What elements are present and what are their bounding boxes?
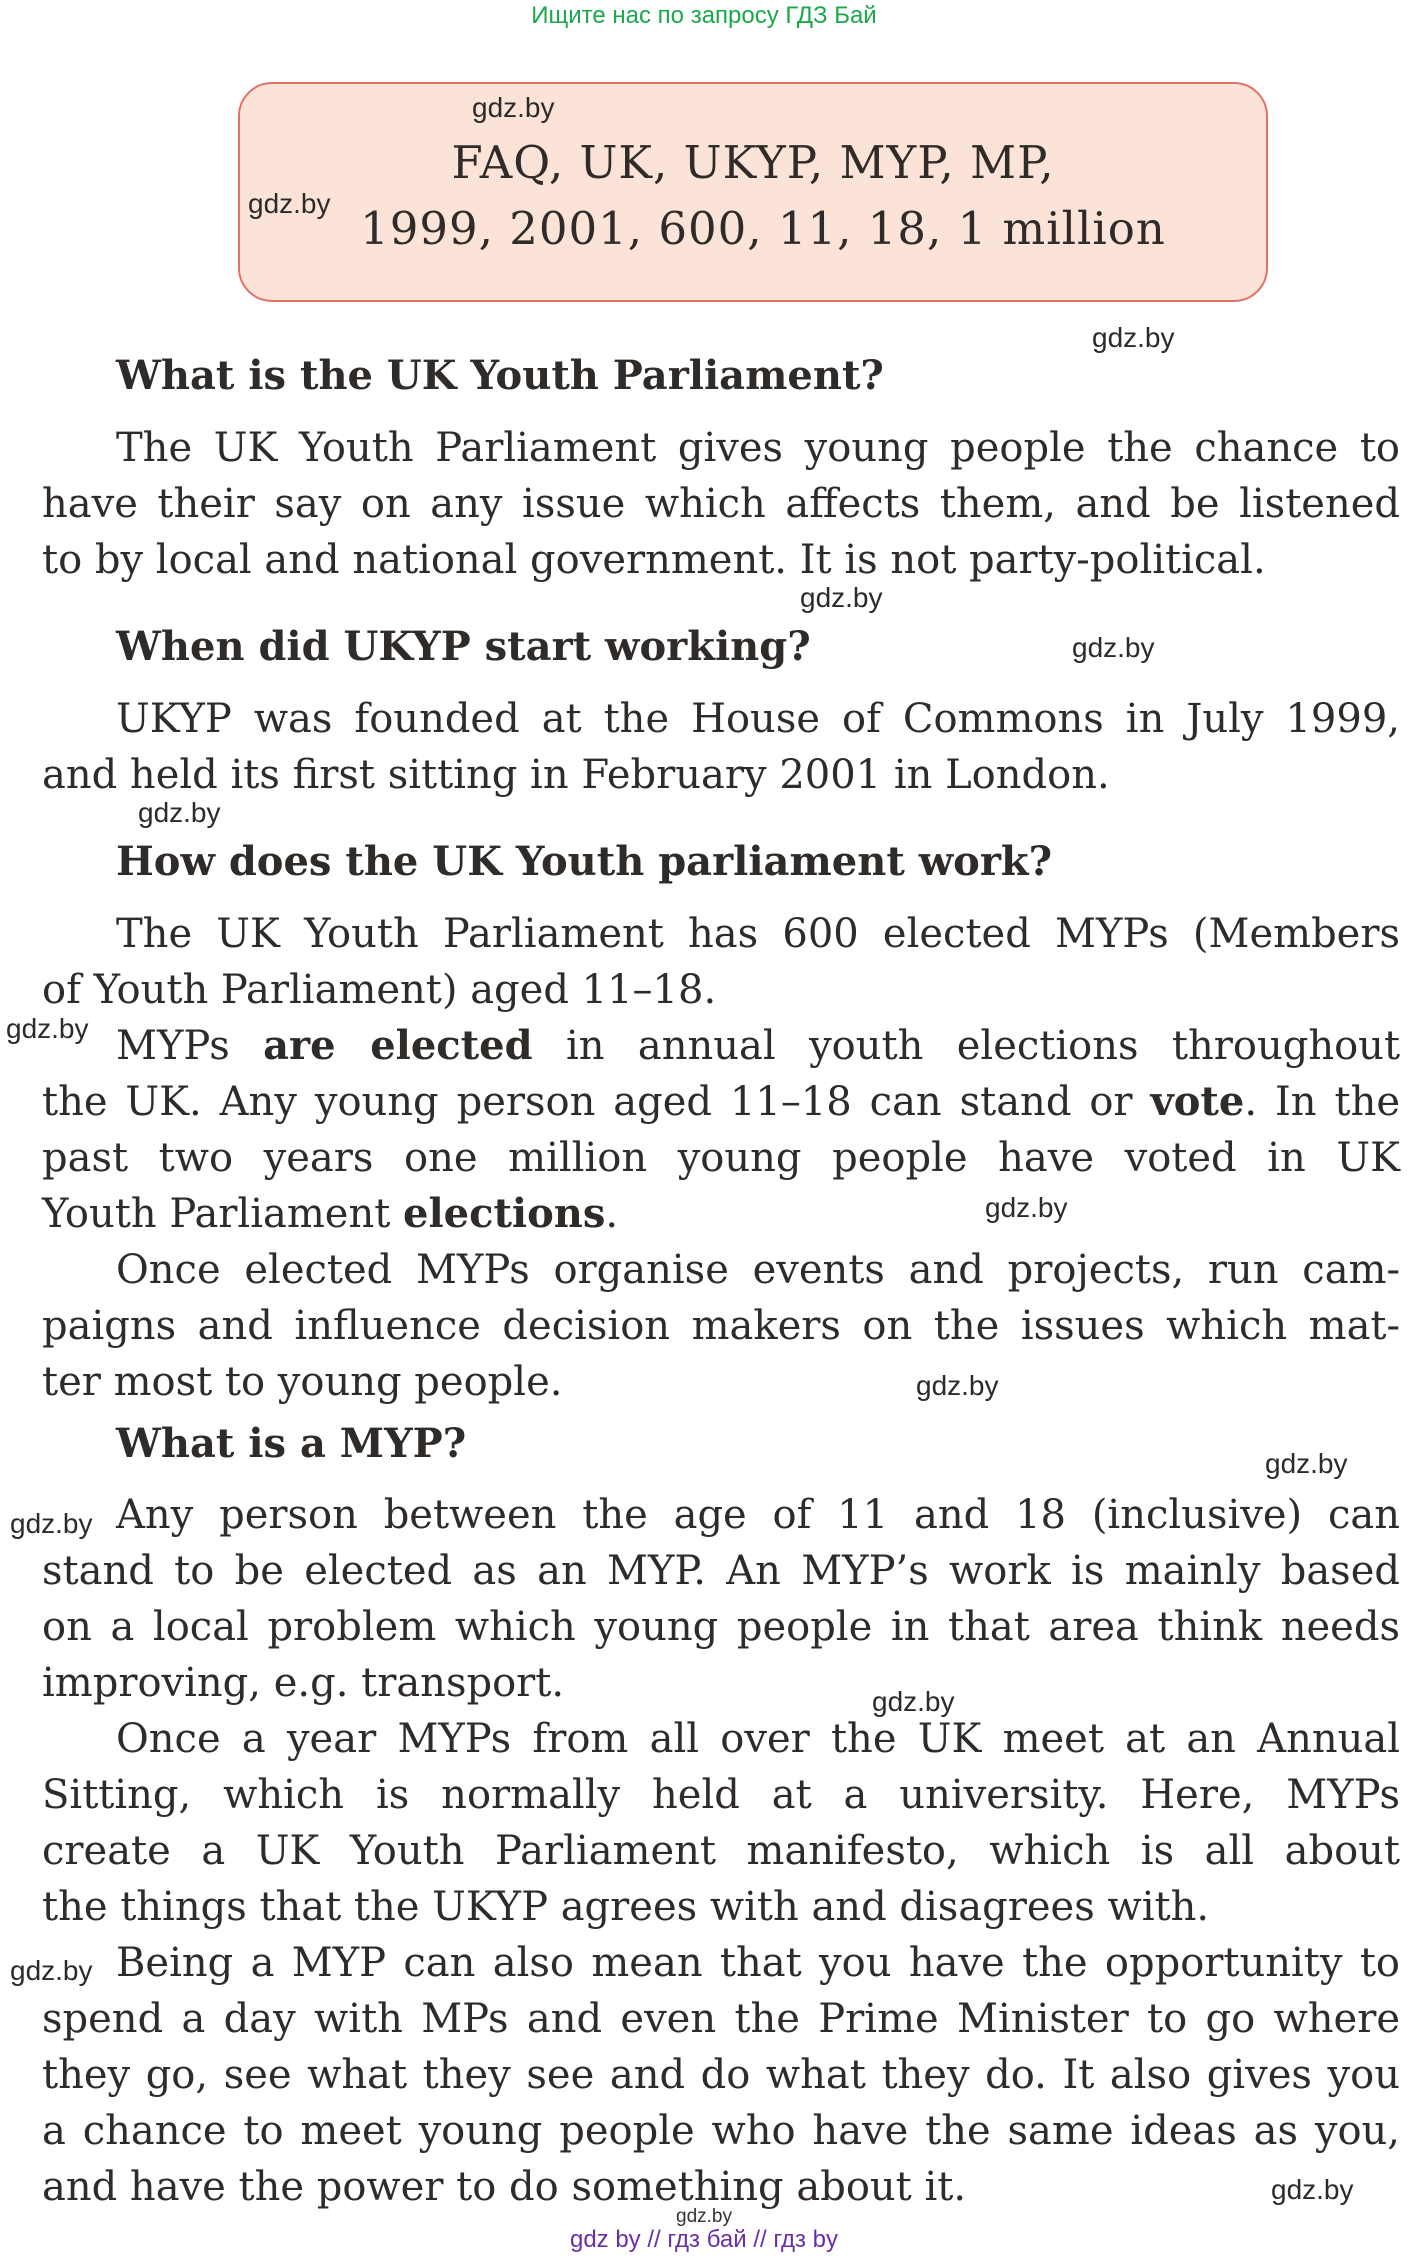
answer-paragraph <box>42 691 1400 803</box>
text-line: Once elected MYPs organise events and projects, run cam- <box>116 1247 1400 1293</box>
watermark: gdz.by <box>10 1955 93 1986</box>
question-heading: How does the UK Youth parliament work? <box>116 838 1053 885</box>
answer-paragraph <box>42 1018 1400 1242</box>
text-fragment: MYPs <box>116 1023 230 1069</box>
watermark: gdz.by <box>985 1192 1068 1223</box>
text-line: they go, see what they see and do what they do. It also gives you <box>42 2052 1400 2098</box>
text-fragment: Youth Parliament <box>42 1191 391 1237</box>
text-line <box>42 1018 1400 1074</box>
top-banner: Ищите нас по запросу ГДЗ Бай <box>531 2 877 29</box>
key-words-line-2: 1999, 2001, 600, 11, 18, 1 million <box>360 202 1166 255</box>
watermark: gdz.by <box>10 1508 93 1539</box>
key-words-box <box>238 82 1268 302</box>
watermark: gdz.by <box>1092 322 1175 353</box>
question-heading: When did UKYP start working? <box>116 623 811 670</box>
text-line: to by local and national government. It is not party-political. <box>42 537 1266 583</box>
text-line: UKYP was founded at the House of Commons in July 1999, <box>116 696 1400 742</box>
watermark: gdz.by <box>1265 1448 1348 1479</box>
bold-term: elections <box>403 1190 606 1237</box>
text-fragment: in annual youth elections throughout <box>565 1023 1401 1069</box>
question-heading: What is the UK Youth Parliament? <box>116 352 884 399</box>
answer-paragraph <box>42 1242 1400 1410</box>
text-line: of Youth Parliament) aged 11–18. <box>42 967 717 1013</box>
text-line <box>42 1074 1400 1130</box>
text-line: on a local problem which young people in that area think needs <box>42 1604 1400 1650</box>
watermark-small: gdz.by <box>676 2206 732 2227</box>
watermark: gdz.by <box>248 188 331 219</box>
text-line: create a UK Youth Parliament manifesto, which is all about <box>42 1828 1400 1874</box>
watermark: gdz.by <box>6 1013 89 1044</box>
text-line: Once a year MYPs from all over the UK meet at an Annual <box>116 1716 1400 1762</box>
text-line: The UK Youth Parliament has 600 elected MYPs (Members <box>116 911 1400 957</box>
answer-paragraph <box>42 420 1400 588</box>
text-line: and have the power to do something about it. <box>42 2164 967 2210</box>
answer-paragraph <box>42 906 1400 1018</box>
text-line: ter most to young people. <box>42 1359 563 1405</box>
bottom-banner: gdz by // гдз бай // гдз by <box>569 2226 839 2253</box>
text-line: and held its first sitting in February 2001 in London. <box>42 752 1110 798</box>
text-fragment: . In the <box>1244 1079 1401 1125</box>
text-line: spend a day with MPs and even the Prime Minister to go where <box>42 1996 1400 2042</box>
text-line: stand to be elected as an MYP. An MYP’s work is mainly based <box>42 1548 1400 1594</box>
answer-paragraph <box>42 1711 1400 1935</box>
text-line: the things that the UKYP agrees with and disagrees with. <box>42 1884 1210 1930</box>
text-line: Being a MYP can also mean that you have the opportunity to <box>116 1940 1400 1986</box>
watermark: gdz.by <box>1072 632 1155 663</box>
watermark: gdz.by <box>872 1686 955 1717</box>
answer-paragraph <box>42 1935 1400 2215</box>
bold-term: are elected <box>263 1022 533 1069</box>
text-line: Sitting, which is normally held at a university. Here, MYPs <box>42 1772 1400 1818</box>
bold-term: vote <box>1150 1078 1245 1125</box>
question-heading: What is a MYP? <box>116 1420 467 1467</box>
text-line: past two years one million young people have voted in UK <box>42 1135 1400 1181</box>
watermark: gdz.by <box>916 1370 999 1401</box>
watermark: gdz.by <box>800 582 883 613</box>
text-fragment: . <box>605 1191 619 1237</box>
text-line: The UK Youth Parliament gives young people the chance to <box>116 425 1400 471</box>
watermark: gdz.by <box>472 92 555 123</box>
text-line <box>42 1186 1400 1242</box>
watermark: gdz.by <box>138 797 221 828</box>
text-fragment: the UK. Any young person aged 11–18 can stand or <box>42 1079 1133 1125</box>
text-line: paigns and influence decision makers on the issues which mat- <box>42 1303 1400 1349</box>
answer-paragraph <box>42 1487 1400 1711</box>
key-words-line-1: FAQ, UK, UKYP, MYP, MP, <box>451 136 1055 189</box>
text-line: improving, e.g. transport. <box>42 1660 565 1706</box>
text-line: have their say on any issue which affects them, and be listened <box>42 481 1400 527</box>
text-line: a chance to meet young people who have the same ideas as you, <box>42 2108 1400 2154</box>
text-line: Any person between the age of 11 and 18 (inclusive) can <box>116 1492 1400 1538</box>
watermark: gdz.by <box>1271 2174 1354 2205</box>
